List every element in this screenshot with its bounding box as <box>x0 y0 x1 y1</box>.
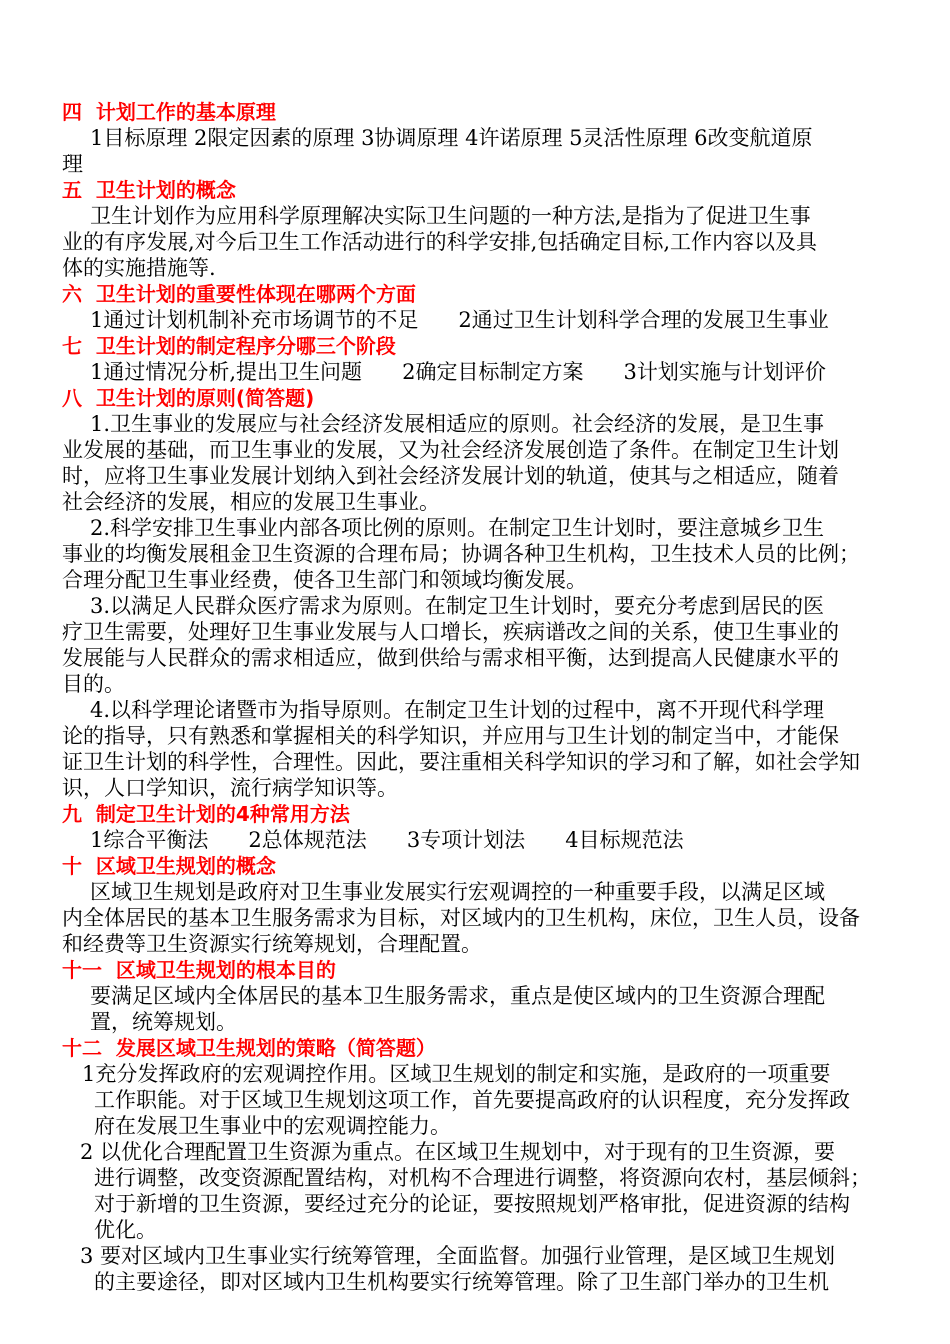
text-line: 1.卫生事业的发展应与社会经济发展相适应的原则。社会经济的发展，是卫生事 <box>90 412 825 436</box>
section-heading-4: 四 计划工作的基本原理 <box>62 100 276 124</box>
text-line: 事业的均衡发展租金卫生资源的合理布局；协调各种卫生机构，卫生技术人员的比例； <box>62 542 860 566</box>
section-heading-11: 十一 区域卫生规划的根本目的 <box>62 958 336 982</box>
text-line: 合理分配卫生事业经费，使各卫生部门和领域均衡发展。 <box>62 568 587 592</box>
text-line: 识，人口学知识，流行病学知识等。 <box>62 776 398 800</box>
text-line: 府在发展卫生事业中的宏观调控能力。 <box>94 1114 451 1138</box>
text-line: 体的实施措施等. <box>62 256 216 280</box>
text-line: 2 以优化合理配置卫生资源为重点。在区域卫生规划中，对于现有的卫生资源，要 <box>80 1140 836 1164</box>
text-line: 1目标原理 2限定因素的原理 3协调原理 4许诺原理 5灵活性原理 6改变航道原 <box>90 126 813 150</box>
text-line: 进行调整，改变资源配置结构，对机构不合理进行调整，将资源向农村，基层倾斜； <box>94 1166 871 1190</box>
text-line: 置，统筹规划。 <box>90 1010 237 1034</box>
text-line: 1通过计划机制补充市场调节的不足 2通过卫生计划科学合理的发展卫生事业 <box>90 308 829 332</box>
section-heading-8: 八 卫生计划的原则(简答题) <box>62 386 315 410</box>
section-heading-5: 五 卫生计划的概念 <box>62 178 236 202</box>
text-line: 卫生计划作为应用科学原理解决实际卫生问题的一种方法,是指为了促进卫生事 <box>90 204 811 228</box>
text-line: 1充分发挥政府的宏观调控作用。区域卫生规划的制定和实施，是政府的一项重要 <box>82 1062 831 1086</box>
text-line: 1综合平衡法 2总体规范法 3专项计划法 4目标规范法 <box>90 828 684 852</box>
text-line: 2.科学安排卫生事业内部各项比例的原则。在制定卫生计划时，要注意城乡卫生 <box>90 516 825 540</box>
text-line: 的主要途径，即对区域内卫生机构要实行统筹管理。除了卫生部门举办的卫生机 <box>94 1270 829 1294</box>
text-line: 3.以满足人民群众医疗需求为原则。在制定卫生计划时，要充分考虑到居民的医 <box>90 594 825 618</box>
text-line: 理 <box>62 152 83 176</box>
section-heading-6: 六 卫生计划的重要性体现在哪两个方面 <box>62 282 416 306</box>
text-line: 和经费等卫生资源实行统筹规划，合理配置。 <box>62 932 482 956</box>
text-line: 目的。 <box>62 672 125 696</box>
section-heading-12: 十二 发展区域卫生规划的策略（简答题） <box>62 1036 436 1060</box>
text-line: 3 要对区域内卫生事业实行统筹管理，全面监督。加强行业管理，是区域卫生规划 <box>80 1244 836 1268</box>
text-line: 社会经济的发展，相应的发展卫生事业。 <box>62 490 440 514</box>
text-line: 论的指导，只有熟悉和掌握相关的科学知识，并应用与卫生计划的制定当中，才能保 <box>62 724 839 748</box>
section-heading-10: 十 区域卫生规划的概念 <box>62 854 276 878</box>
text-line: 疗卫生需要，处理好卫生事业发展与人口增长，疾病谱改之间的关系，使卫生事业的 <box>62 620 839 644</box>
text-line: 4.以科学理论诸暨市为指导原则。在制定卫生计划的过程中，离不开现代科学理 <box>90 698 825 722</box>
text-line: 优化。 <box>94 1218 157 1242</box>
text-line: 对于新增的卫生资源，要经过充分的论证，要按照规划严格审批，促进资源的结构 <box>94 1192 850 1216</box>
text-line: 要满足区域内全体居民的基本卫生服务需求，重点是使区域内的卫生资源合理配 <box>90 984 825 1008</box>
text-line: 时，应将卫生事业发展计划纳入到社会经济发展计划的轨道，使其与之相适应，随着 <box>62 464 839 488</box>
text-line: 内全体居民的基本卫生服务需求为目标，对区域内的卫生机构，床位，卫生人员，设备 <box>62 906 860 930</box>
text-line: 工作职能。对于区域卫生规划这项工作，首先要提高政府的认识程度，充分发挥政 <box>94 1088 850 1112</box>
text-line: 发展能与人民群众的需求相适应，做到供给与需求相平衡，达到提高人民健康水平的 <box>62 646 839 670</box>
text-line: 区域卫生规划是政府对卫生事业发展实行宏观调控的一种重要手段，以满足区域 <box>90 880 825 904</box>
section-heading-7: 七 卫生计划的制定程序分哪三个阶段 <box>62 334 396 358</box>
text-line: 业发展的基础，而卫生事业的发展，又为社会经济发展创造了条件。在制定卫生计划 <box>62 438 839 462</box>
text-line: 证卫生计划的科学性，合理性。因此，要注重相关科学知识的学习和了解，如社会学知 <box>62 750 860 774</box>
text-line: 业的有序发展,对今后卫生工作活动进行的科学安排,包括确定目标,工作内容以及具 <box>62 230 818 254</box>
text-line: 1通过情况分析,提出卫生问题 2确定目标制定方案 3计划实施与计划评价 <box>90 360 826 384</box>
section-heading-9: 九 制定卫生计划的4种常用方法 <box>62 802 350 826</box>
